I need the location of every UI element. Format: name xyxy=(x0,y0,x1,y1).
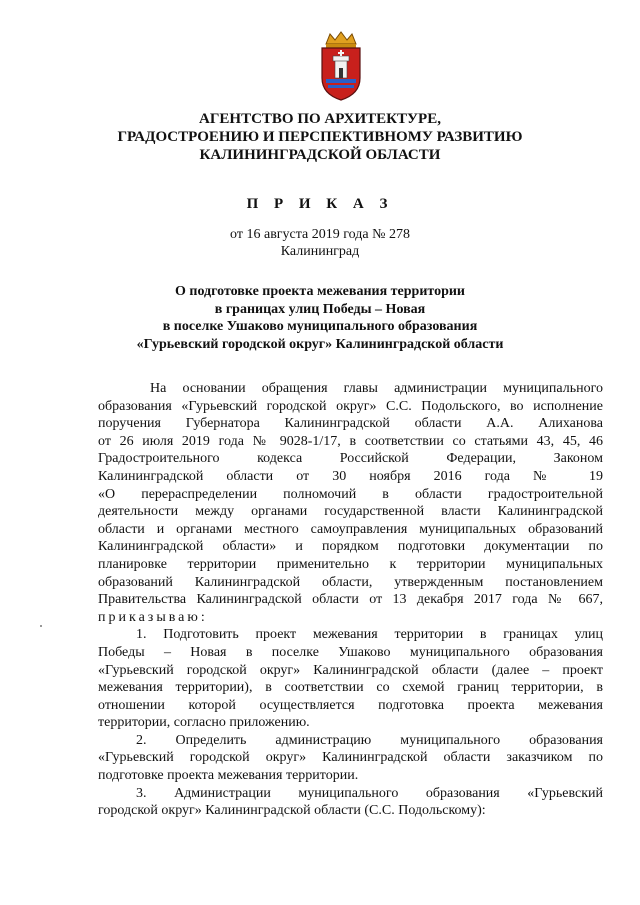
body-line: Калининградской области» и порядком подготовки документации по xyxy=(98,539,603,555)
orders-word: приказываю: xyxy=(98,609,208,625)
body-line: «О перераспределении полномочий в области градостроительной xyxy=(98,486,603,502)
item-3-line: городской округ» Калининградской области (С.С. Подольскому): xyxy=(98,803,486,819)
item-1-line: Победы – Новая в поселке Ушаково муниципального образования xyxy=(98,644,603,660)
date-and-place xyxy=(0,226,640,260)
agency-line: КАЛИНИНГРАДСКОЙ ОБЛАСТИ xyxy=(199,147,441,163)
item-1-line: 1. Подготовить проект межевания территории в границах улиц xyxy=(136,627,603,643)
body-line: от 26 июля 2019 года № 9028-1/17, в соответствии со статьями 43, 45, 46 xyxy=(98,433,603,449)
item-1-line: территории, согласно приложению. xyxy=(98,715,310,731)
item-1-line: «Гурьевский городской округ» Калининградской области (далее – проект xyxy=(98,662,603,678)
body-line: образований Калининградской области, утвержденным постановлением xyxy=(98,574,603,590)
scan-mark xyxy=(40,625,42,627)
date-number: от 16 августа 2019 года № 278 xyxy=(230,227,410,242)
agency-line: ГРАДОСТРОЕНИЮ И ПЕРСПЕКТИВНОМУ РАЗВИТИЮ xyxy=(117,129,523,145)
kaliningrad-coat-of-arms-icon xyxy=(316,30,366,102)
body-line: области и органами местного самоуправления муниципальных образований xyxy=(98,521,603,537)
body-line: Градостроительного кодекса Российской Федерации, Законом xyxy=(98,451,603,467)
subject-line: в поселке Ушаково муниципального образования xyxy=(162,319,478,334)
agency-line: АГЕНТСТВО ПО АРХИТЕКТУРЕ, xyxy=(199,111,441,127)
document-subject xyxy=(0,283,640,353)
body-line: планировке территории применительно к территории муниципальных xyxy=(98,556,603,572)
item-2-line: «Гурьевский городской округ» Калининградской области заказчиком по xyxy=(98,750,603,766)
item-1-line: отношении которой осуществляется подготовка проекта межевания xyxy=(98,697,603,713)
item-2-line: подготовке проекта межевания территории. xyxy=(98,768,359,784)
document-body xyxy=(98,380,603,820)
agency-name xyxy=(0,110,640,164)
body-line: Правительства Калининградской области от 13 декабря 2017 года № 667, xyxy=(98,592,603,608)
subject-line: О подготовке проекта межевания территории xyxy=(174,284,465,299)
body-line: На основании обращения главы администрации муниципального xyxy=(150,381,603,396)
body-line: Калининградской области от 30 ноября 2016 года № 19 xyxy=(98,468,603,484)
item-1-line: межевания территории), в соответствии со схемой границ территории, в xyxy=(98,680,603,696)
subject-line: «Гурьевский городской округ» Калининградской области xyxy=(136,336,504,352)
body-line: поручения Губернатора Калининградской области А.А. Алиханова xyxy=(98,416,603,432)
item-3-line: 3. Администрации муниципального образования «Гурьевский xyxy=(136,785,603,801)
body-line: деятельности между органами государственной власти Калининградской xyxy=(98,504,603,520)
document-type: П Р И К А З xyxy=(246,196,394,212)
body-line: образования «Гурьевский городской округ» С.С. Подольского, во исполнение xyxy=(98,398,603,414)
item-2-line: 2. Определить администрацию муниципального образования xyxy=(136,732,603,748)
city: Калининград xyxy=(280,244,360,259)
subject-line: в границах улиц Победы – Новая xyxy=(214,301,426,317)
